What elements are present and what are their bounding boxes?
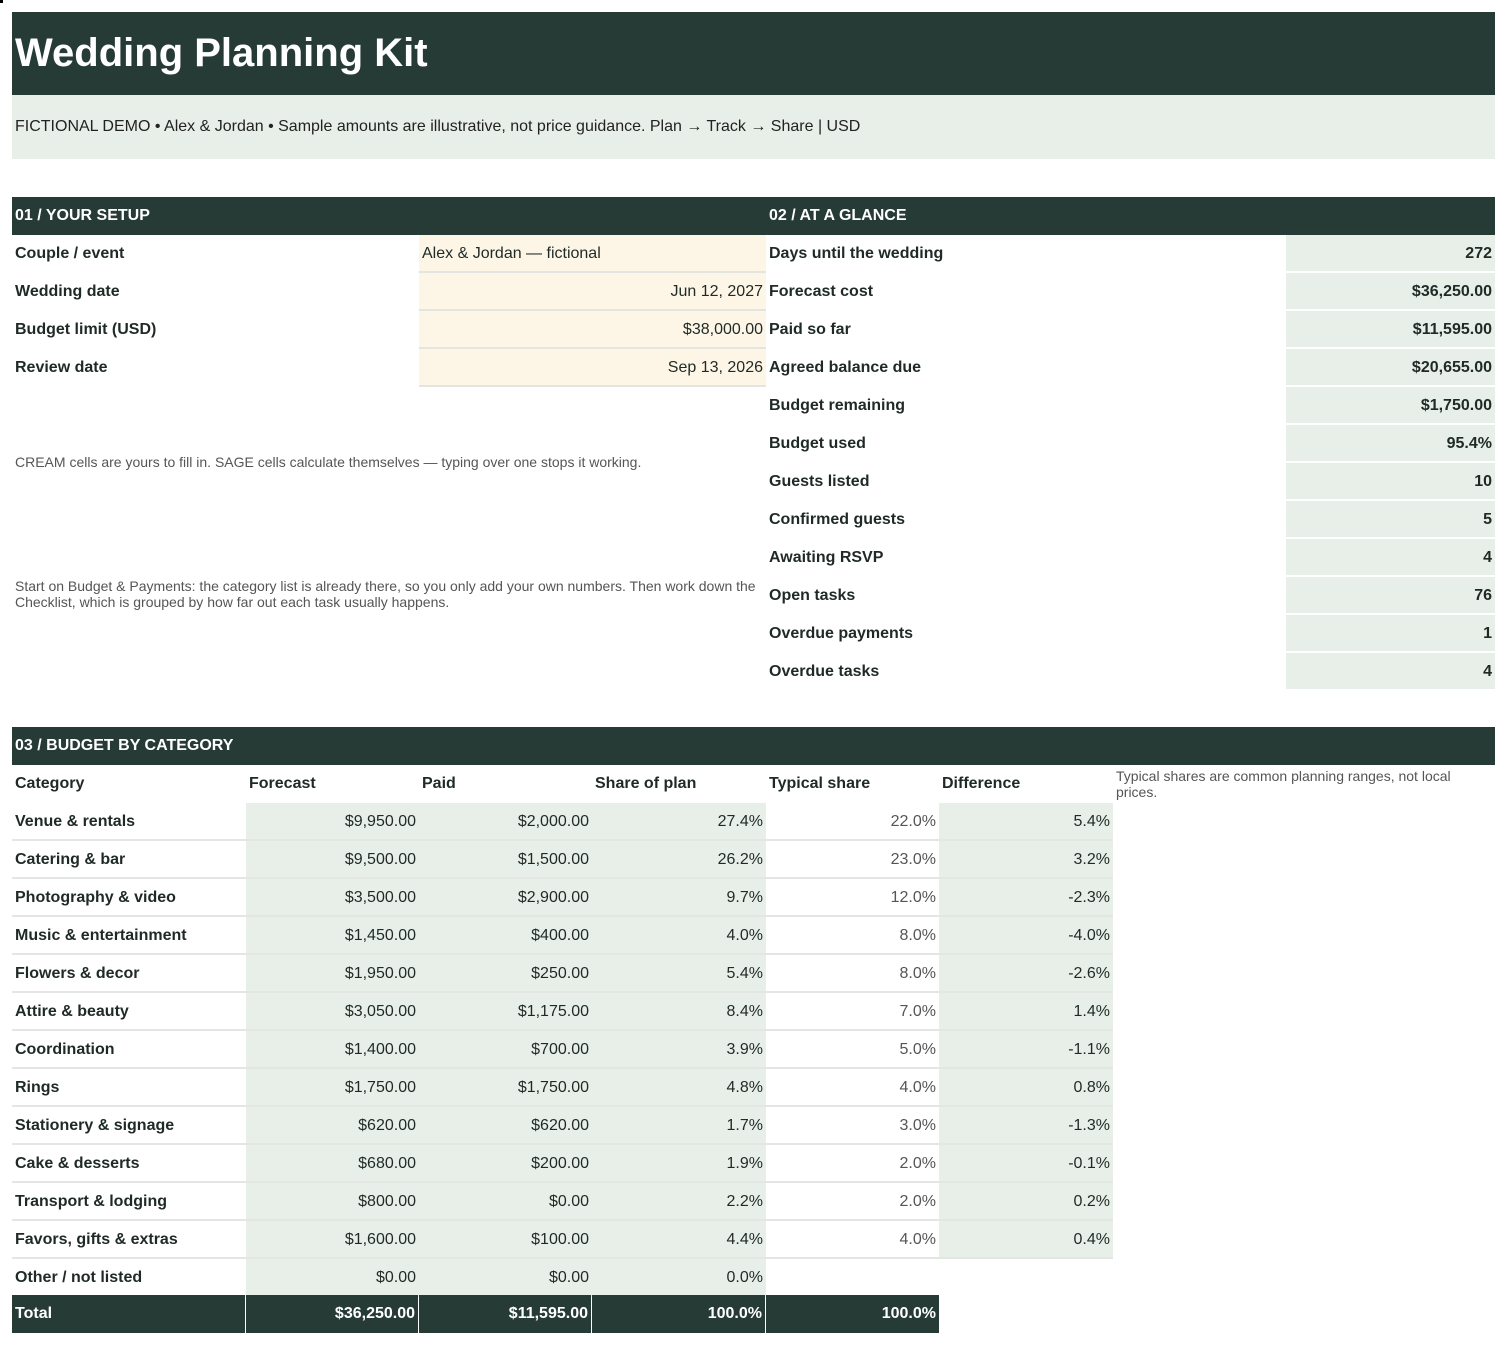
budget-share-value: 4.4% <box>592 1221 766 1259</box>
glance-value: 10 <box>1286 463 1495 501</box>
budget-typical-share: 4.0% <box>766 1069 939 1107</box>
glance-value: 4 <box>1286 653 1495 691</box>
budget-typical-share: 23.0% <box>766 841 939 879</box>
budget-column-header: Category <box>15 775 85 792</box>
budget-difference: 0.2% <box>939 1183 1113 1221</box>
budget-share-value: 4.8% <box>592 1069 766 1107</box>
budget-difference: -1.3% <box>939 1107 1113 1145</box>
budget-difference: -2.3% <box>939 879 1113 917</box>
budget-paid-value: $2,000.00 <box>419 803 592 841</box>
budget-share-value: 0.0% <box>592 1259 766 1297</box>
budget-forecast-value: $3,500.00 <box>246 879 419 917</box>
glance-label: Awaiting RSVP <box>769 549 884 566</box>
budget-forecast-value: $1,950.00 <box>246 955 419 993</box>
setup-label: Couple / event <box>15 245 125 262</box>
glance-value: 76 <box>1286 577 1495 615</box>
budget-difference <box>939 1259 1113 1297</box>
glance-label: Budget remaining <box>769 397 906 414</box>
budget-paid-value: $1,175.00 <box>419 993 592 1031</box>
budget-paid-value: $1,750.00 <box>419 1069 592 1107</box>
budget-category-label: Other / not listed <box>12 1259 246 1297</box>
budget-typical-share: 22.0% <box>766 803 939 841</box>
budget-forecast-value: $1,600.00 <box>246 1221 419 1259</box>
budget-paid-value: $700.00 <box>419 1031 592 1069</box>
glance-label: Budget used <box>769 435 866 452</box>
glance-value: 1 <box>1286 615 1495 653</box>
budget-forecast-value: $9,500.00 <box>246 841 419 879</box>
budget-difference: -1.1% <box>939 1031 1113 1069</box>
budget-share-value: 5.4% <box>592 955 766 993</box>
budget-column-header: Share of plan <box>595 775 697 792</box>
setup-note-colors: CREAM cells are yours to fill in. SAGE cells calculate themselves — typing over one stops it working. <box>15 454 642 470</box>
setup-label: Wedding date <box>15 283 120 300</box>
glance-label: Paid so far <box>769 321 851 338</box>
budget-typical-share: 4.0% <box>766 1221 939 1259</box>
budget-share-value: 3.9% <box>592 1031 766 1069</box>
budget-paid-value: $1,500.00 <box>419 841 592 879</box>
setup-label: Budget limit (USD) <box>15 321 157 338</box>
budget-share-value: 4.0% <box>592 917 766 955</box>
budget-forecast-value: $1,450.00 <box>246 917 419 955</box>
budget-typical-share: 12.0% <box>766 879 939 917</box>
budget-column-header: Difference <box>942 775 1021 792</box>
glance-label: Guests listed <box>769 473 870 490</box>
budget-category-label: Catering & bar <box>12 841 246 879</box>
budget-paid-value: $400.00 <box>419 917 592 955</box>
budget-share-value: 2.2% <box>592 1183 766 1221</box>
budget-forecast-value: $620.00 <box>246 1107 419 1145</box>
glance-label: Overdue tasks <box>769 663 880 680</box>
budget-typical-share: 2.0% <box>766 1145 939 1183</box>
glance-label: Forecast cost <box>769 283 874 300</box>
budget-forecast-value: $1,400.00 <box>246 1031 419 1069</box>
budget-difference: 3.2% <box>939 841 1113 879</box>
budget-difference: -0.1% <box>939 1145 1113 1183</box>
budget-share-value: 26.2% <box>592 841 766 879</box>
budget-total-value: 100.0% <box>766 1295 939 1333</box>
budget-category-label: Flowers & decor <box>12 955 246 993</box>
budget-category-label: Favors, gifts & extras <box>12 1221 246 1259</box>
glance-value: $20,655.00 <box>1286 349 1495 387</box>
glance-value: 272 <box>1286 235 1495 273</box>
budget-total-value: $36,250.00 <box>246 1295 418 1333</box>
budget-typical-share: 5.0% <box>766 1031 939 1069</box>
budget-total-label: Total <box>12 1295 245 1333</box>
budget-forecast-value: $1,750.00 <box>246 1069 419 1107</box>
budget-difference: -2.6% <box>939 955 1113 993</box>
budget-paid-value: $0.00 <box>419 1183 592 1221</box>
budget-paid-value: $200.00 <box>419 1145 592 1183</box>
budget-paid-value: $100.00 <box>419 1221 592 1259</box>
glance-value: 95.4% <box>1286 425 1495 463</box>
glance-label: Agreed balance due <box>769 359 922 376</box>
budget-category-label: Stationery & signage <box>12 1107 246 1145</box>
glance-label: Open tasks <box>769 587 856 604</box>
budget-forecast-value: $800.00 <box>246 1183 419 1221</box>
budget-category-label: Cake & desserts <box>12 1145 246 1183</box>
budget-section-header: 03 / BUDGET BY CATEGORY <box>12 727 1495 765</box>
budget-category-label: Coordination <box>12 1031 246 1069</box>
budget-category-label: Photography & video <box>12 879 246 917</box>
setup-label: Review date <box>15 359 108 376</box>
setup-note-start: Start on Budget & Payments: the category list is already there, so you only add your own numbers. Then work down the Checklist, which is grouped by how far out each task usually happens. <box>15 578 756 610</box>
budget-paid-value: $620.00 <box>419 1107 592 1145</box>
budget-difference: 0.8% <box>939 1069 1113 1107</box>
budget-category-label: Music & entertainment <box>12 917 246 955</box>
glance-label: Days until the wedding <box>769 245 944 262</box>
budget-total-value: 100.0% <box>592 1295 765 1333</box>
budget-column-header: Paid <box>422 775 456 792</box>
budget-typical-share: 2.0% <box>766 1183 939 1221</box>
setup-input-field[interactable]: Alex & Jordan — fictional <box>419 235 766 273</box>
budget-category-label: Venue & rentals <box>12 803 246 841</box>
budget-forecast-value: $9,950.00 <box>246 803 419 841</box>
page-title: Wedding Planning Kit <box>12 12 1495 95</box>
glance-value: 4 <box>1286 539 1495 577</box>
budget-category-label: Transport & lodging <box>12 1183 246 1221</box>
budget-paid-value: $250.00 <box>419 955 592 993</box>
glance-label: Overdue payments <box>769 625 914 642</box>
budget-typical-share: 8.0% <box>766 955 939 993</box>
page-subtitle: FICTIONAL DEMO • Alex & Jordan • Sample amounts are illustrative, not price guidance. Plan → Track → Share | USD <box>12 95 1495 159</box>
glance-value: $36,250.00 <box>1286 273 1495 311</box>
budget-note: Typical shares are common planning ranges, not local prices. <box>1116 768 1451 800</box>
budget-typical-share: 8.0% <box>766 917 939 955</box>
budget-category-label: Attire & beauty <box>12 993 246 1031</box>
budget-forecast-value: $3,050.00 <box>246 993 419 1031</box>
corner-marker <box>0 0 3 3</box>
budget-typical-share: 3.0% <box>766 1107 939 1145</box>
budget-share-value: 27.4% <box>592 803 766 841</box>
setup-section-header: 01 / YOUR SETUP <box>12 197 766 235</box>
glance-value: 5 <box>1286 501 1495 539</box>
budget-share-value: 9.7% <box>592 879 766 917</box>
budget-paid-value: $2,900.00 <box>419 879 592 917</box>
glance-label: Confirmed guests <box>769 511 906 528</box>
budget-difference: 5.4% <box>939 803 1113 841</box>
setup-input-field[interactable]: Jun 12, 2027 <box>419 273 766 311</box>
budget-category-label: Rings <box>12 1069 246 1107</box>
budget-forecast-value: $0.00 <box>246 1259 419 1297</box>
budget-typical-share: 7.0% <box>766 993 939 1031</box>
glance-value: $11,595.00 <box>1286 311 1495 349</box>
setup-input-field[interactable]: $38,000.00 <box>419 311 766 349</box>
budget-difference: -4.0% <box>939 917 1113 955</box>
budget-total-value: $11,595.00 <box>419 1295 591 1333</box>
budget-difference: 1.4% <box>939 993 1113 1031</box>
budget-share-value: 8.4% <box>592 993 766 1031</box>
glance-section-header: 02 / AT A GLANCE <box>766 197 1495 235</box>
budget-forecast-value: $680.00 <box>246 1145 419 1183</box>
budget-column-header: Typical share <box>769 775 871 792</box>
budget-typical-share <box>766 1259 939 1297</box>
glance-value: $1,750.00 <box>1286 387 1495 425</box>
budget-share-value: 1.9% <box>592 1145 766 1183</box>
budget-difference: 0.4% <box>939 1221 1113 1259</box>
setup-input-field[interactable]: Sep 13, 2026 <box>419 349 766 387</box>
budget-column-header: Forecast <box>249 775 316 792</box>
budget-paid-value: $0.00 <box>419 1259 592 1297</box>
budget-share-value: 1.7% <box>592 1107 766 1145</box>
